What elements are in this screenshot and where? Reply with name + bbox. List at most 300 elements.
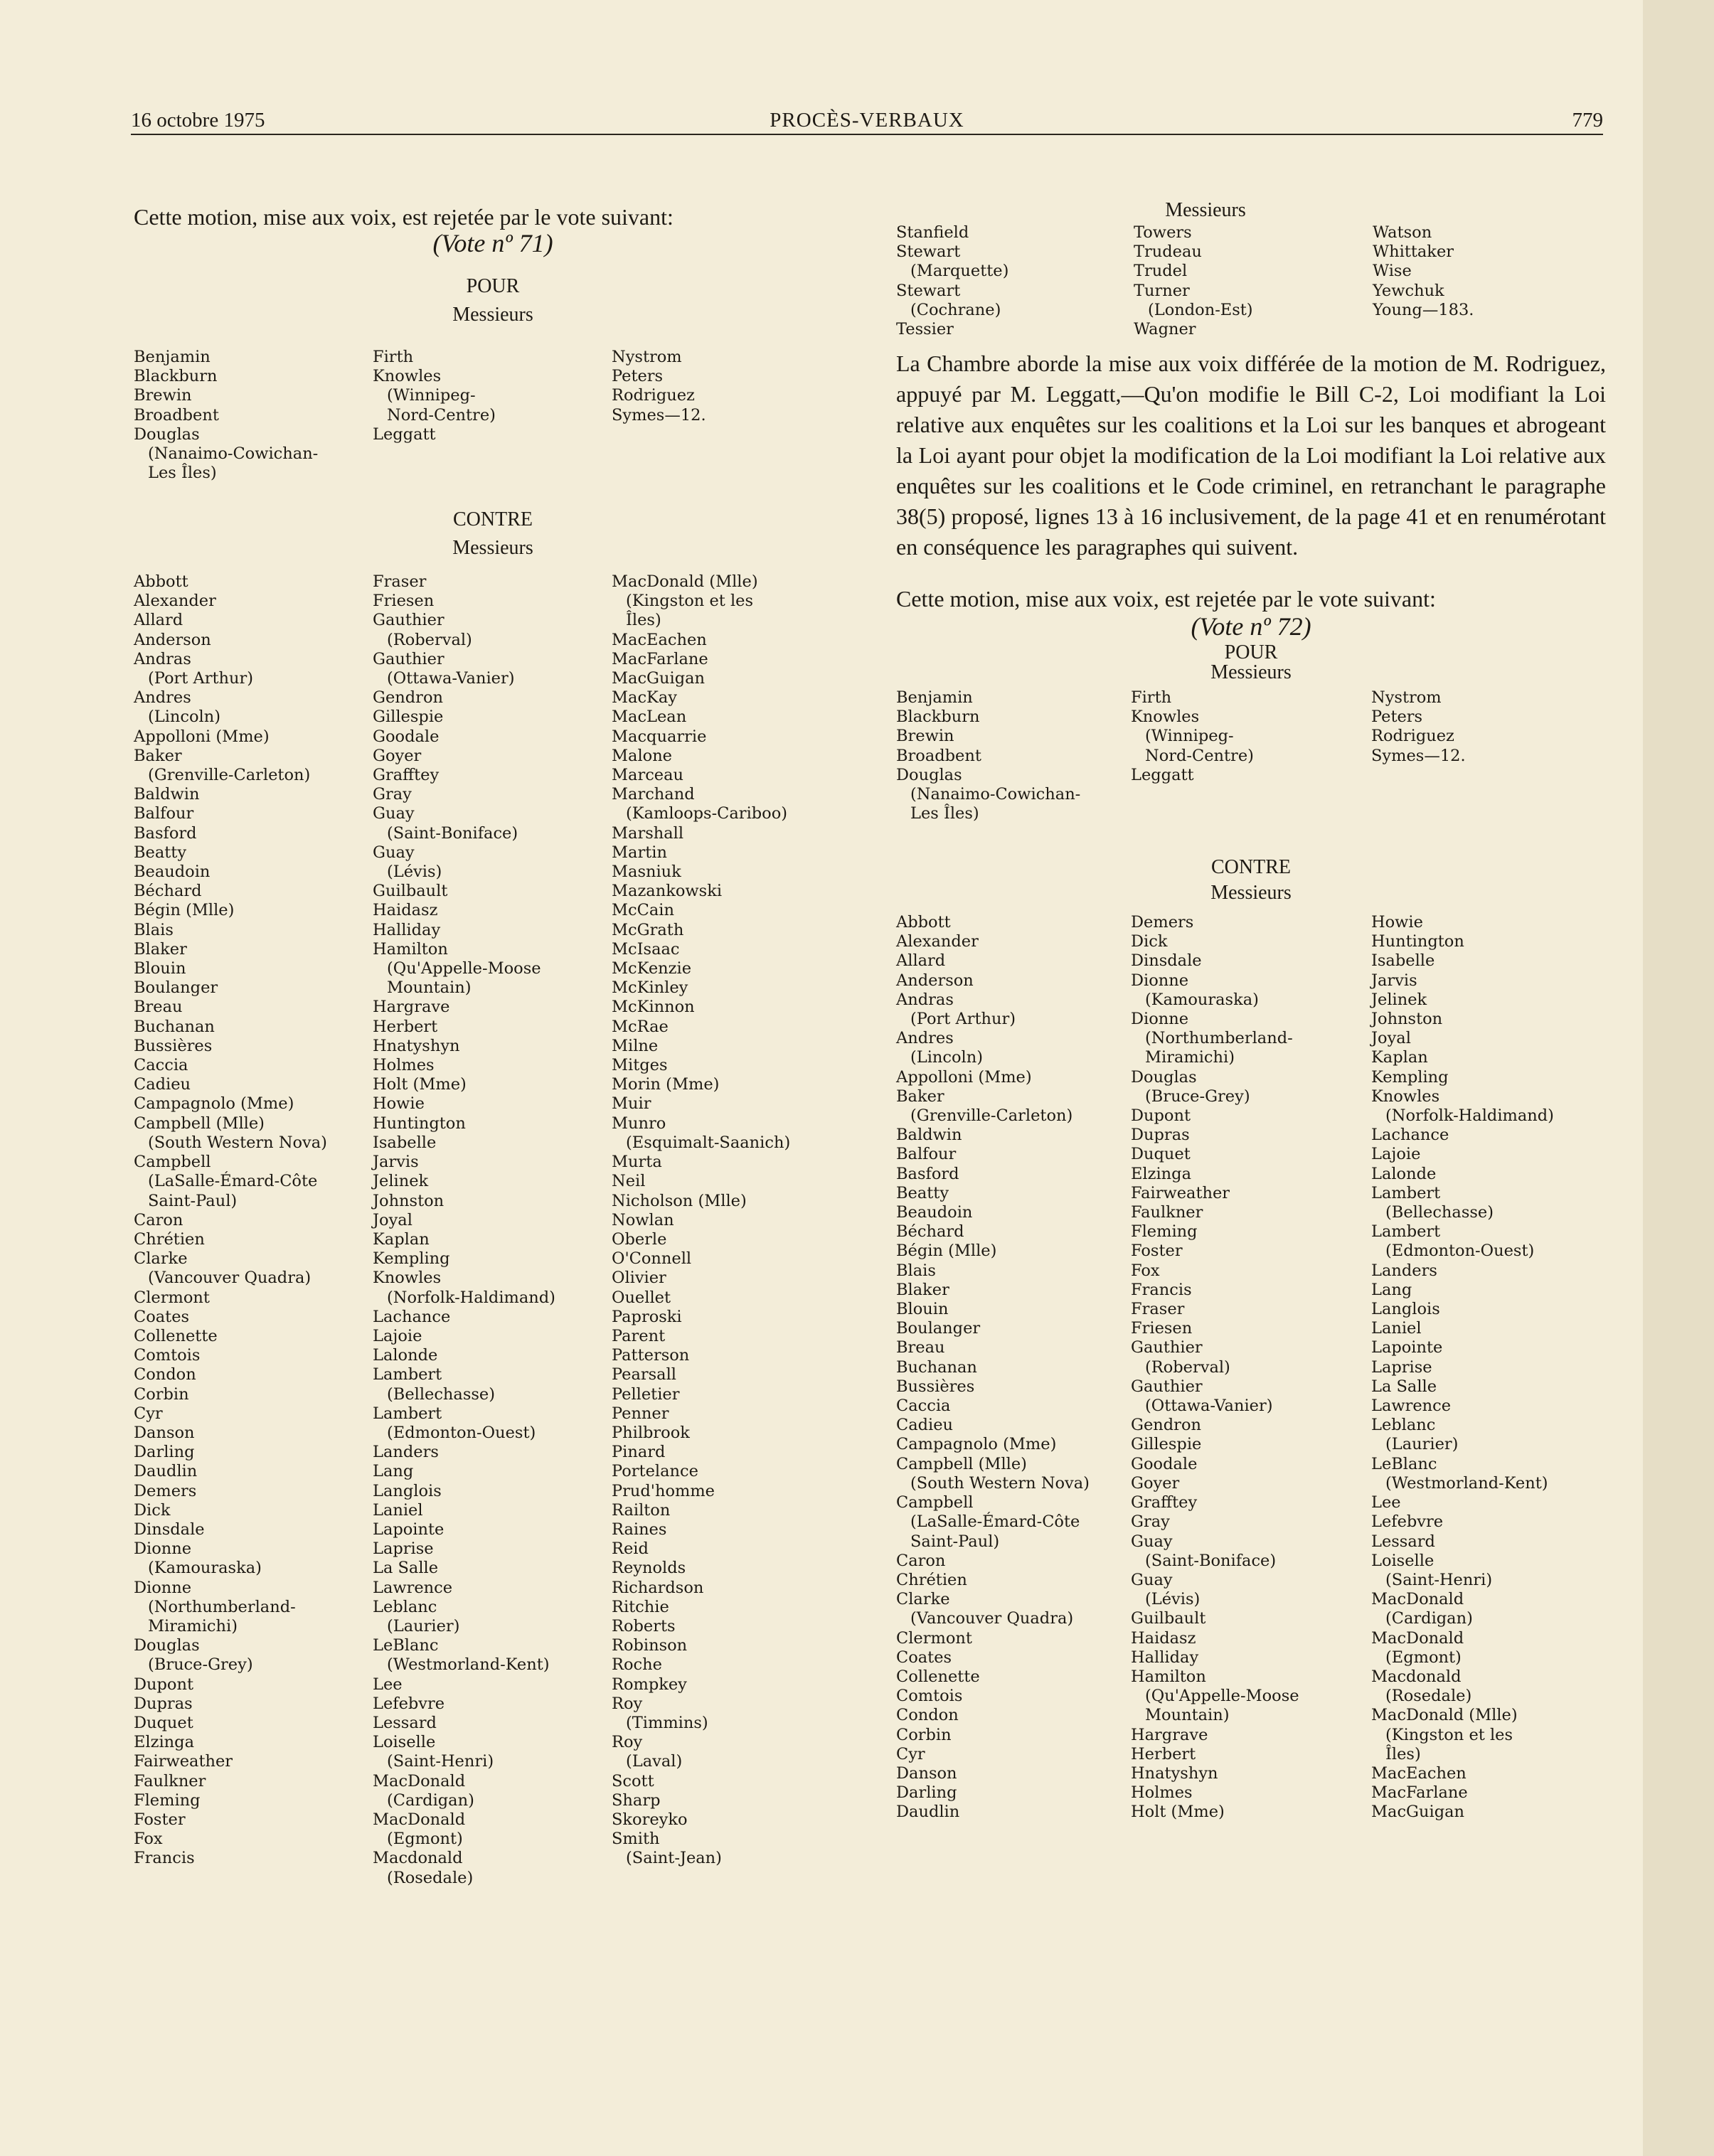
member-name: Guilbault <box>1131 1609 1206 1628</box>
member-name: O'Connell <box>612 1249 692 1269</box>
member-name: Scott <box>612 1771 654 1791</box>
member-name: Lawrence <box>373 1578 453 1597</box>
left-column <box>134 192 852 1923</box>
member-name: Lambert <box>1371 1222 1441 1242</box>
member-name: Lang <box>373 1462 414 1481</box>
member-name: Fraser <box>1131 1300 1185 1319</box>
member-name: Leblanc <box>1371 1416 1436 1435</box>
member-name: Bussières <box>896 1377 975 1396</box>
member-name: Loiselle <box>1371 1551 1434 1570</box>
member-name: Anderson <box>896 971 974 990</box>
member-name: Richardson <box>612 1578 704 1597</box>
member-name: Fraser <box>373 572 427 591</box>
member-name: Chrétien <box>134 1229 205 1249</box>
vote-71-contre-heading: CONTRE <box>453 508 533 530</box>
member-name: Beaudoin <box>134 863 211 882</box>
member-name: MacLean <box>612 708 687 727</box>
riding-name: (Timmins) <box>626 1713 708 1732</box>
vote-72-pour-heading: POUR <box>1224 641 1278 663</box>
member-name: Benjamin <box>134 348 211 366</box>
member-name: Herbert <box>373 1017 438 1036</box>
name-column <box>373 348 496 444</box>
member-name: Masniuk <box>612 863 681 882</box>
riding-name: (Kingston et les <box>1385 1725 1513 1744</box>
member-name: Daudlin <box>896 1803 960 1822</box>
member-name: MacKay <box>612 688 677 708</box>
member-name: Guay <box>1131 1570 1173 1589</box>
member-name: Roche <box>612 1655 662 1675</box>
member-name: Blackburn <box>134 367 218 386</box>
member-name: Lessard <box>1371 1532 1435 1551</box>
member-name: Gray <box>1131 1512 1170 1532</box>
riding-name: (Lévis) <box>1145 1590 1201 1609</box>
member-name: Comtois <box>896 1687 963 1706</box>
member-name: La Salle <box>373 1559 439 1578</box>
header-date: 16 octobre 1975 <box>131 109 265 132</box>
member-name: Haidasz <box>1131 1628 1196 1648</box>
member-name: Beatty <box>134 843 187 862</box>
name-column <box>896 223 1008 339</box>
member-name: Hnatyshyn <box>1131 1763 1218 1783</box>
vote-70-continued-messieurs: Messieurs <box>1165 199 1246 221</box>
member-name: Knowles <box>1371 1087 1440 1106</box>
member-name: Dupont <box>1131 1106 1191 1126</box>
member-name: Skoreyko <box>612 1810 688 1829</box>
member-name: Olivier <box>612 1269 666 1288</box>
member-name: Loiselle <box>373 1733 436 1752</box>
member-name: Gauthier <box>1131 1338 1203 1357</box>
member-name: Leggatt <box>1131 765 1194 784</box>
member-name: Demers <box>1131 913 1194 932</box>
member-name: Huntington <box>373 1114 466 1133</box>
riding-name: (Vancouver Quadra) <box>910 1609 1074 1628</box>
riding-name: (Norfolk-Haldimand) <box>387 1288 555 1307</box>
riding-name: Miramichi) <box>1145 1048 1235 1067</box>
member-name: Tessier <box>896 320 954 339</box>
member-name: Joyal <box>1371 1029 1411 1048</box>
member-name: Basford <box>896 1164 959 1183</box>
member-name: MacEachen <box>612 630 707 649</box>
member-name: Gauthier <box>1131 1377 1203 1396</box>
member-name: Marchand <box>612 785 695 804</box>
member-name: Lee <box>373 1675 403 1694</box>
member-name: MacGuigan <box>1371 1803 1465 1822</box>
member-name: Hnatyshyn <box>373 1036 460 1055</box>
member-name: Corbin <box>896 1725 952 1744</box>
member-name: Allard <box>134 611 183 630</box>
riding-name: (Winnipeg- <box>1145 727 1234 746</box>
member-name: Yewchuk <box>1373 281 1444 300</box>
member-name: Caccia <box>896 1397 951 1416</box>
name-column <box>134 572 327 1869</box>
member-name: Coates <box>134 1307 190 1326</box>
member-name: Kempling <box>1371 1067 1449 1087</box>
member-name: Andres <box>134 688 191 708</box>
member-name: Dupont <box>134 1675 194 1694</box>
member-name: Campbell (Mlle) <box>134 1114 265 1133</box>
member-name: McIsaac <box>612 939 680 959</box>
member-name: Fleming <box>1131 1222 1198 1242</box>
member-name: Whittaker <box>1373 242 1454 262</box>
member-name: Kempling <box>373 1249 450 1269</box>
name-column <box>1371 913 1554 1823</box>
member-name: Joyal <box>373 1210 412 1229</box>
member-name: Turner <box>1134 281 1190 300</box>
member-name: Pinard <box>612 1443 666 1462</box>
member-name: Kaplan <box>1371 1048 1428 1067</box>
member-name: Baldwin <box>896 1126 962 1145</box>
riding-name: Saint-Paul) <box>910 1532 1000 1551</box>
member-name: Oberle <box>612 1229 667 1249</box>
member-name: Fox <box>1131 1261 1160 1280</box>
member-name: Stewart <box>896 281 961 300</box>
member-name: Gillespie <box>1131 1435 1202 1454</box>
member-name: Grafftey <box>1131 1493 1198 1512</box>
member-name: Nystrom <box>612 348 682 366</box>
member-name: Portelance <box>612 1462 698 1481</box>
name-column <box>134 348 318 483</box>
member-name: Cadieu <box>896 1416 954 1435</box>
member-name: Campagnolo (Mme) <box>134 1094 294 1114</box>
member-name: Dionne <box>1131 971 1189 990</box>
member-name: Comtois <box>134 1346 201 1365</box>
riding-name: (Bellechasse) <box>1385 1203 1494 1222</box>
member-name: Béchard <box>896 1222 964 1242</box>
riding-name: (Port Arthur) <box>910 1010 1016 1029</box>
member-name: Landers <box>373 1443 439 1462</box>
member-name: Bussières <box>134 1036 213 1055</box>
member-name: Caccia <box>134 1056 188 1075</box>
member-name: Huntington <box>1371 932 1464 951</box>
member-name: Rodriguez <box>612 386 695 405</box>
riding-name: Nord-Centre) <box>1145 746 1254 765</box>
riding-name: (Grenville-Carleton) <box>910 1106 1073 1126</box>
member-name: Fairweather <box>1131 1183 1230 1202</box>
member-name: Béchard <box>134 882 202 901</box>
member-name: Leggatt <box>373 425 436 444</box>
member-name: Darling <box>896 1783 957 1803</box>
motion-paragraph: La Chambre aborde la mise aux voix différée de la motion de M. Rodriguez, appuyé par M. Leggatt,—Qu'on modifie le Bill C-2, Loi modifiant la Loi relative aux enquêtes sur les coalitions et la Loi sur les banques et abrogeant la Loi ayant pour objet la modification de la Loi modifiant la Loi relative aux enquêtes sur les coalitions et le Code criminel, en retranchant le paragraphe 38(5) proposé, lignes 13 à 16 inclusivement, de la page 41 et en renumérotant en conséquence les paragraphes qui suivent. <box>896 351 1606 560</box>
page-edge-shadow <box>1643 0 1714 2156</box>
member-name: Campbell (Mlle) <box>896 1454 1027 1473</box>
member-name: Gray <box>373 785 412 804</box>
riding-name: (South Western Nova) <box>910 1473 1090 1493</box>
member-name: Francis <box>1131 1280 1192 1299</box>
vote-72-intro: Cette motion, mise aux voix, est rejetée par le vote suivant: <box>896 586 1436 612</box>
riding-name: (Saint-Boniface) <box>1145 1551 1277 1570</box>
page-number: 779 <box>1572 109 1603 132</box>
riding-name: (Laurier) <box>387 1616 460 1635</box>
member-name: Nicholson (Mlle) <box>612 1191 747 1210</box>
riding-name: (Bruce-Grey) <box>1145 1087 1250 1106</box>
member-name: Blais <box>896 1261 936 1280</box>
member-name: Campbell <box>896 1493 974 1512</box>
name-column <box>896 913 1090 1823</box>
riding-name: (Rosedale) <box>1385 1687 1472 1706</box>
member-name: Martin <box>612 843 667 862</box>
member-name: Marceau <box>612 766 684 785</box>
member-name: Roberts <box>612 1616 676 1635</box>
riding-name: (Roberval) <box>387 630 472 649</box>
member-name: Lapointe <box>1371 1338 1443 1357</box>
riding-name: (Qu'Appelle-Moose <box>1145 1687 1299 1706</box>
member-name: Blouin <box>134 959 186 978</box>
vote-72-pour-list <box>896 688 1606 831</box>
member-name: Raines <box>612 1520 667 1539</box>
member-name: Gendron <box>1131 1416 1201 1435</box>
name-column <box>896 688 1080 823</box>
riding-name: (Laval) <box>626 1752 683 1771</box>
member-name: MacFarlane <box>612 649 708 668</box>
member-name: Lessard <box>373 1713 437 1732</box>
riding-name: (LaSalle-Émard-Côte <box>910 1512 1080 1532</box>
member-name: Symes—12. <box>612 405 706 425</box>
riding-name: (Northumberland- <box>1145 1029 1293 1048</box>
member-name: Campbell <box>134 1153 211 1172</box>
member-name: Friesen <box>373 592 435 611</box>
member-name: Fox <box>134 1830 163 1849</box>
member-name: Lambert <box>373 1404 442 1423</box>
riding-name: (Winnipeg- <box>387 386 476 405</box>
member-name: Jarvis <box>1371 971 1417 990</box>
member-name: Corbin <box>134 1384 189 1404</box>
member-name: Foster <box>1131 1242 1183 1261</box>
member-name: Munro <box>612 1114 666 1133</box>
member-name: Elzinga <box>1131 1164 1191 1183</box>
vote-71-pour-list <box>134 348 852 490</box>
member-name: Rodriguez <box>1371 727 1454 746</box>
name-column <box>1131 688 1254 785</box>
member-name: Muir <box>612 1094 651 1114</box>
member-name: Blaker <box>134 939 187 959</box>
member-name: Andres <box>896 1029 954 1048</box>
riding-name: (Egmont) <box>387 1830 463 1849</box>
member-name: Caron <box>896 1551 946 1570</box>
member-name: Lambert <box>1371 1183 1441 1202</box>
member-name: Breau <box>134 998 183 1017</box>
member-name: Faulkner <box>1131 1203 1203 1222</box>
member-name: Dick <box>134 1500 171 1520</box>
member-name: Baker <box>896 1087 944 1106</box>
member-name: McKinnon <box>612 998 695 1017</box>
member-name: Halliday <box>373 920 441 939</box>
member-name: Laniel <box>1371 1319 1422 1338</box>
member-name: Abbott <box>896 913 951 932</box>
member-name: Firth <box>373 348 414 366</box>
member-name: Marshall <box>612 823 684 843</box>
member-name: Douglas <box>1131 1067 1197 1087</box>
member-name: Laprise <box>373 1539 434 1559</box>
member-name: Clarke <box>896 1590 950 1609</box>
member-name: Darling <box>134 1443 195 1462</box>
member-name: Leblanc <box>373 1597 437 1616</box>
member-name: Buchanan <box>134 1017 215 1036</box>
right-column <box>896 199 1606 1837</box>
riding-name: (South Western Nova) <box>148 1133 327 1152</box>
member-name: Boulanger <box>896 1319 981 1338</box>
member-name: Blouin <box>896 1300 949 1319</box>
riding-name: (Cochrane) <box>910 300 1001 319</box>
member-name: Dionne <box>1131 1010 1189 1029</box>
name-column <box>1131 913 1299 1823</box>
member-name: Grafftey <box>373 766 440 785</box>
member-name: Laprise <box>1371 1357 1432 1377</box>
member-name: Nowlan <box>612 1210 674 1229</box>
riding-name: (Saint-Jean) <box>626 1849 722 1868</box>
riding-name: (Rosedale) <box>387 1868 474 1887</box>
member-name: Blackburn <box>896 708 980 727</box>
member-name: Allard <box>896 951 946 971</box>
riding-name: (Lincoln) <box>148 708 221 727</box>
vote-72-pour-messieurs: Messieurs <box>1210 661 1292 683</box>
member-name: Macquarrie <box>612 727 707 746</box>
name-column <box>1134 223 1253 339</box>
member-name: Collenette <box>134 1326 218 1345</box>
vote-72-contre-heading: CONTRE <box>1211 856 1291 878</box>
riding-name: (Northumberland- <box>148 1597 296 1616</box>
member-name: Lachance <box>373 1307 451 1326</box>
riding-name: (Bellechasse) <box>387 1384 496 1404</box>
riding-name: (Westmorland-Kent) <box>387 1655 550 1675</box>
member-name: Lefebvre <box>1371 1512 1444 1532</box>
member-name: Appolloni (Mme) <box>896 1067 1032 1087</box>
member-name: Ritchie <box>612 1597 669 1616</box>
member-name: Broadbent <box>134 405 219 425</box>
riding-name: Les Îles) <box>910 804 979 823</box>
member-name: Condon <box>134 1365 196 1384</box>
riding-name: (Kamouraska) <box>148 1559 262 1578</box>
member-name: Gendron <box>373 688 443 708</box>
member-name: Isabelle <box>373 1133 437 1152</box>
riding-name: (LaSalle-Émard-Côte <box>148 1172 318 1191</box>
member-name: Firth <box>1131 688 1172 707</box>
member-name: Fairweather <box>134 1752 233 1771</box>
member-name: Paproski <box>612 1307 682 1326</box>
member-name: Railton <box>612 1500 671 1520</box>
member-name: Peters <box>1371 708 1423 727</box>
member-name: Patterson <box>612 1346 690 1365</box>
member-name: Lawrence <box>1371 1397 1452 1416</box>
member-name: Rompkey <box>612 1675 687 1694</box>
riding-name: (Cardigan) <box>1385 1609 1473 1628</box>
member-name: Brewin <box>134 386 192 405</box>
member-name: Howie <box>373 1094 425 1114</box>
member-name: Sharp <box>612 1791 661 1810</box>
header-title: PROCÈS-VERBAUX <box>770 109 964 132</box>
member-name: MacEachen <box>1371 1763 1467 1783</box>
member-name: Smith <box>612 1830 660 1849</box>
riding-name: (Kamouraska) <box>1145 990 1259 1009</box>
vote-71-pour-heading: POUR <box>466 275 520 297</box>
member-name: Philbrook <box>612 1423 690 1442</box>
vote-71-contre-list <box>134 572 852 1923</box>
member-name: Pelletier <box>612 1384 680 1404</box>
member-name: Daudlin <box>134 1462 198 1481</box>
member-name: Brewin <box>896 727 954 746</box>
member-name: Jarvis <box>373 1153 419 1172</box>
riding-name: Mountain) <box>1145 1706 1230 1725</box>
member-name: MacDonald <box>1371 1628 1464 1648</box>
member-name: Lalonde <box>373 1346 438 1365</box>
member-name: Lapointe <box>373 1520 445 1539</box>
member-name: Guilbault <box>373 882 448 901</box>
riding-name: (Lincoln) <box>910 1048 984 1067</box>
member-name: McKenzie <box>612 959 692 978</box>
member-name: Collenette <box>896 1667 980 1686</box>
page-header <box>131 110 1603 135</box>
member-name: Guay <box>373 843 415 862</box>
member-name: Guay <box>373 804 415 823</box>
member-name: Lefebvre <box>373 1694 445 1713</box>
riding-name: Les Îles) <box>148 464 217 483</box>
riding-name: Mountain) <box>387 978 472 998</box>
member-name: Friesen <box>1131 1319 1193 1338</box>
riding-name: Nord-Centre) <box>387 405 496 425</box>
riding-name: (Nanaimo-Cowichan- <box>148 444 319 464</box>
member-name: Benjamin <box>896 688 973 707</box>
name-column <box>373 572 555 1888</box>
member-name: Johnston <box>373 1191 445 1210</box>
member-name: Knowles <box>373 1269 442 1288</box>
member-name: Condon <box>896 1706 959 1725</box>
riding-name: (Bruce-Grey) <box>148 1655 253 1675</box>
member-name: Buchanan <box>896 1357 977 1377</box>
member-name: Blaker <box>896 1280 949 1299</box>
vote-71-title: (Vote nº 71) <box>432 229 553 257</box>
member-name: Appolloni (Mme) <box>134 727 270 746</box>
riding-name: (Nanaimo-Cowichan- <box>910 785 1081 804</box>
member-name: Halliday <box>1131 1648 1199 1667</box>
vote-72-title: (Vote nº 72) <box>1191 612 1311 641</box>
member-name: Anderson <box>134 630 211 649</box>
member-name: Reid <box>612 1539 649 1559</box>
riding-name: (Westmorland-Kent) <box>1385 1473 1548 1493</box>
riding-name: (Saint-Henri) <box>1385 1570 1493 1589</box>
member-name: Gauthier <box>373 611 445 630</box>
member-name: Peters <box>612 367 664 386</box>
member-name: Herbert <box>1131 1744 1196 1763</box>
riding-name: (Lévis) <box>387 863 442 882</box>
member-name: Abbott <box>134 572 188 591</box>
member-name: MacDonald (Mlle) <box>612 572 758 591</box>
member-name: Beaudoin <box>896 1203 973 1222</box>
member-name: Howie <box>1371 913 1423 932</box>
riding-name: (Kamloops-Cariboo) <box>626 804 788 823</box>
member-name: Stewart <box>896 242 961 262</box>
riding-name: (Ottawa-Vanier) <box>387 669 515 688</box>
riding-name: Saint-Paul) <box>148 1191 238 1210</box>
member-name: Hargrave <box>1131 1725 1208 1744</box>
member-name: Basford <box>134 823 197 843</box>
member-name: Coates <box>896 1648 952 1667</box>
member-name: Wise <box>1373 262 1412 281</box>
riding-name: (Norfolk-Haldimand) <box>1385 1106 1554 1126</box>
member-name: Murta <box>612 1153 662 1172</box>
riding-name: (Vancouver Quadra) <box>148 1269 312 1288</box>
member-name: Dinsdale <box>1131 951 1202 971</box>
riding-name: (Ottawa-Vanier) <box>1145 1397 1273 1416</box>
member-name: Laniel <box>373 1500 423 1520</box>
member-name: Lalonde <box>1371 1164 1437 1183</box>
member-name: Lee <box>1371 1493 1401 1512</box>
member-name: LeBlanc <box>373 1636 439 1655</box>
riding-name: (Saint-Henri) <box>387 1752 494 1771</box>
member-name: Trudel <box>1134 262 1188 281</box>
member-name: Young—183. <box>1373 300 1474 319</box>
member-name: Fleming <box>134 1791 201 1810</box>
member-name: Ouellet <box>612 1288 671 1307</box>
member-name: Goyer <box>1131 1473 1180 1493</box>
